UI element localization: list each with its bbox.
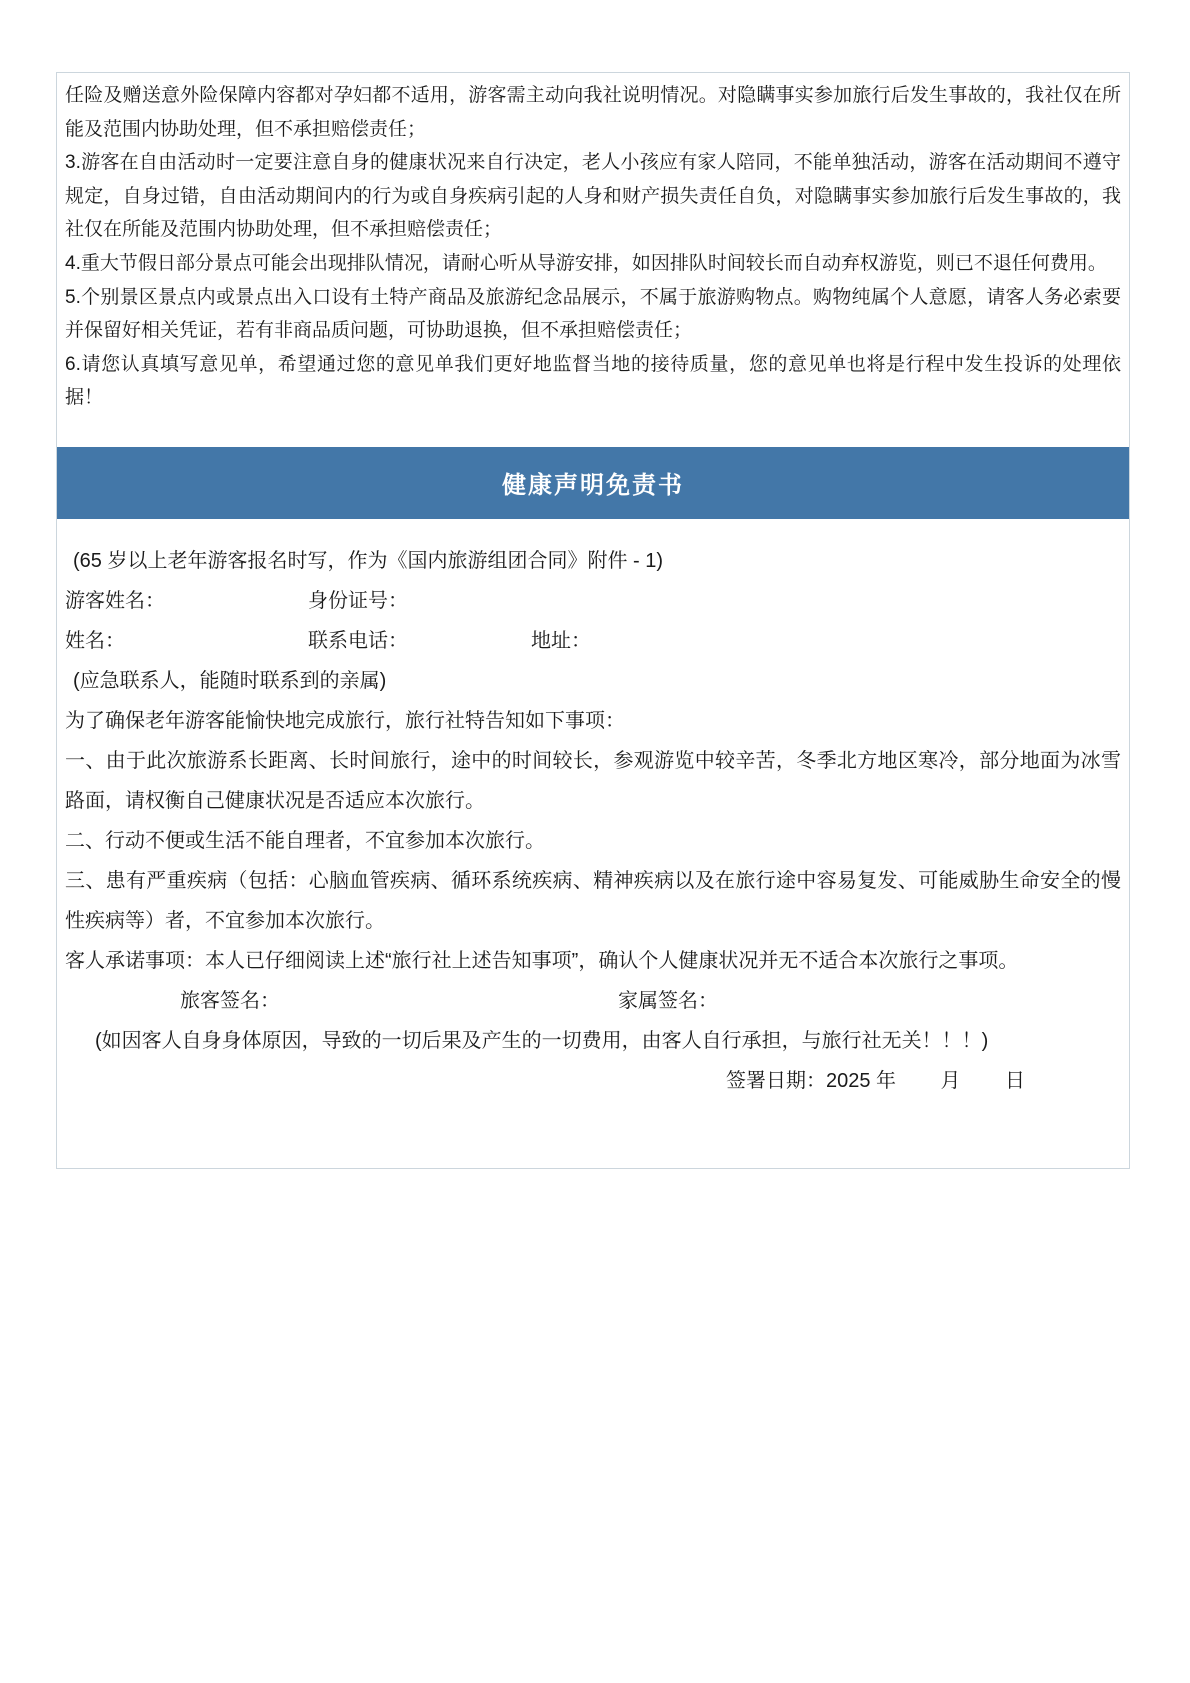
sign-date-line: 签署日期：2025 年 月 日 — [726, 1069, 1025, 1092]
address-label: 地址： — [531, 629, 591, 652]
liability-note: (如因客人自身身体原因，导致的一切后果及产生的一切费用，由客人自行承担，与旅行社无关！！！) — [95, 1029, 989, 1052]
signature-row — [65, 981, 1121, 1021]
phone-label: 联系电话： — [308, 629, 408, 652]
form-row-contact — [65, 621, 1121, 661]
intro-paragraph: 6.请您认真填写意见单，希望通过您的意见单我们更好地监督当地的接待质量，您的意见单也将是行程中发生投诉的处理依据！ — [65, 353, 1121, 409]
notice-item: 二、行动不便或生活不能自理者，不宜参加本次旅行。 — [65, 829, 545, 852]
emergency-contact-note: (应急联系人，能随时联系到的亲属) — [73, 669, 387, 692]
intro-paragraph: 5.个别景区景点内或景点出入口设有土特产商品及旅游纪念品展示，不属于旅游购物点。购物纯属个人意愿，请客人务必索要并保留好相关凭证，若有非商品质问题，可协助退换，但不承担赔偿责任； — [65, 286, 1121, 342]
notice-item: 三、患有严重疾病（包括：心脑血管疾病、循环系统疾病、精神疾病以及在旅行途中容易复发、可能威胁生命安全的慢性疾病等）者，不宜参加本次旅行。 — [65, 869, 1121, 932]
notice-intro: 为了确保老年游客能愉快地完成旅行，旅行社特告知如下事项： — [65, 709, 625, 732]
declaration-subtitle: (65 岁以上老年游客报名时写，作为《国内旅游组团合同》附件 - 1) — [73, 549, 664, 572]
document-border-box — [56, 72, 1130, 1169]
health-declaration-section — [57, 519, 1129, 1101]
section-header-bar — [57, 447, 1129, 519]
notice-item: 一、由于此次旅游系长距离、长时间旅行，途中的时间较长，参观游览中较辛苦，冬季北方地区寒冷，部分地面为冰雪路面，请权衡自己健康状况是否适应本次旅行。 — [65, 749, 1121, 812]
section-title: 健康声明免责书 — [502, 472, 684, 500]
disclaimer-intro-section — [57, 73, 1129, 415]
form-row-visitor — [65, 581, 1121, 621]
visitor-name-label: 游客姓名： — [65, 589, 165, 612]
family-signature-label: 家属签名： — [618, 989, 718, 1012]
traveler-signature-label: 旅客签名： — [180, 989, 280, 1012]
intro-paragraph: 4.重大节假日部分景点可能会出现排队情况，请耐心听从导游安排，如因排队时间较长而自动弃权游览，则已不退任何费用。 — [65, 252, 1107, 274]
commitment-statement: 客人承诺事项：本人已仔细阅读上述“旅行社上述告知事项”，确认个人健康状况并无不适合本次旅行之事项。 — [65, 949, 1019, 972]
intro-paragraph: 任险及赠送意外险保障内容都对孕妇都不适用，游客需主动向我社说明情况。对隐瞒事实参加旅行后发生事故的，我社仅在所能及范围内协助处理，但不承担赔偿责任； — [65, 85, 1121, 140]
contact-name-label: 姓名： — [65, 629, 125, 652]
intro-paragraph: 3.游客在自由活动时一定要注意自身的健康状况来自行决定，老人小孩应有家人陪同，不能单独活动，游客在活动期间不遵守规定，自身过错，自由活动期间内的行为或自身疾病引起的人身和财产损失责任自负，对隐瞒事实参加旅行后发生事故的，我社仅在所能及范围内协助处理，但不承担赔偿责任； — [65, 152, 1121, 241]
id-number-label: 身份证号： — [308, 589, 408, 612]
